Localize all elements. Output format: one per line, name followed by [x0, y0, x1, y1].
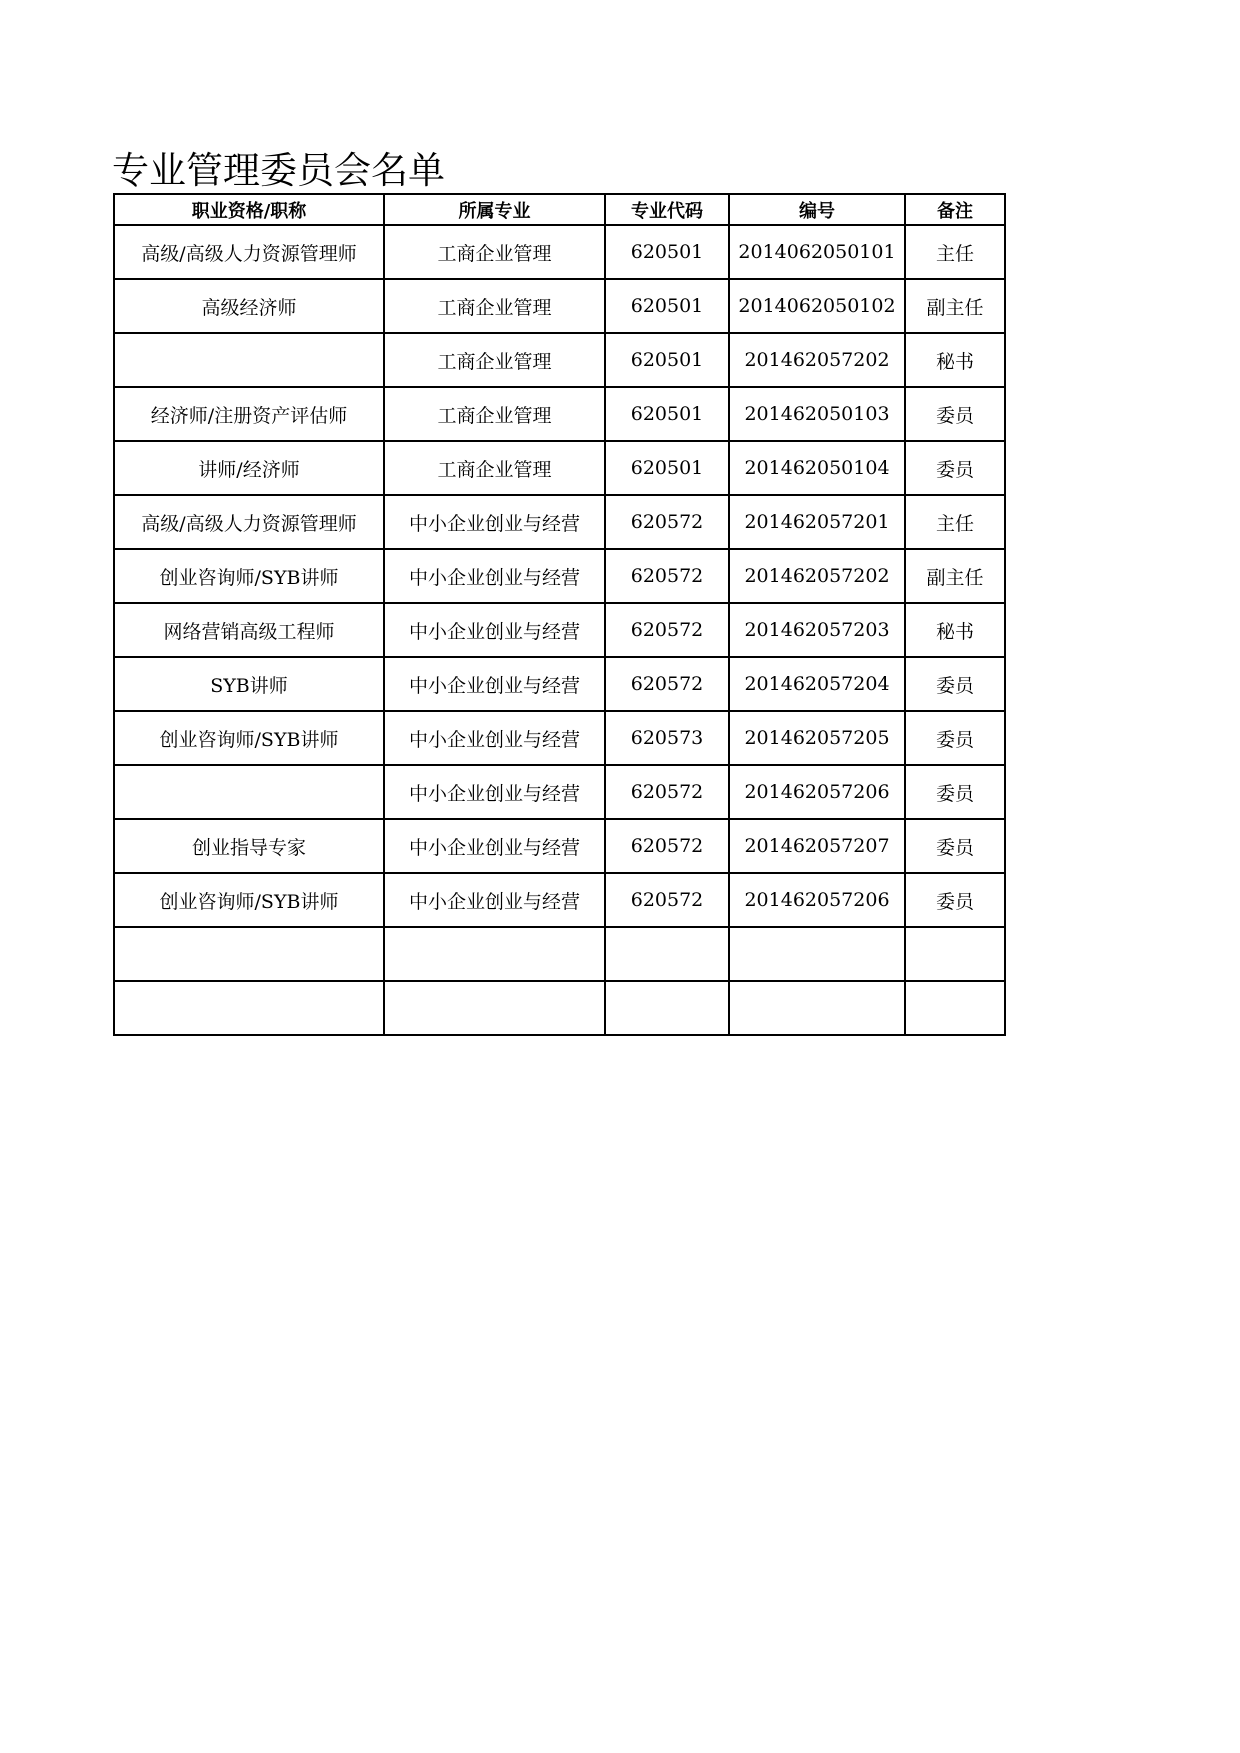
- cell-qualification: 创业咨询师/SYB讲师: [114, 549, 384, 603]
- cell-major-code: 620572: [605, 765, 729, 819]
- cell-major: 工商企业管理: [384, 225, 605, 279]
- table-row: [114, 927, 1005, 981]
- cell-major: 工商企业管理: [384, 279, 605, 333]
- cell-remark: 主任: [905, 225, 1005, 279]
- table-row: [114, 819, 1005, 873]
- cell-qualification: 创业指导专家: [114, 819, 384, 873]
- table-row: [114, 495, 1005, 549]
- cell-major: 中小企业创业与经营: [384, 495, 605, 549]
- cell-major-code: 620572: [605, 603, 729, 657]
- table-row: [114, 441, 1005, 495]
- cell-major: 中小企业创业与经营: [384, 711, 605, 765]
- cell-major-code: 620572: [605, 657, 729, 711]
- cell-qualification: 经济师/注册资产评估师: [114, 387, 384, 441]
- table-row: [114, 765, 1005, 819]
- cell-major: 中小企业创业与经营: [384, 765, 605, 819]
- cell-major-code: 620573: [605, 711, 729, 765]
- cell-number: 201462050104: [729, 441, 905, 495]
- table-row: [114, 657, 1005, 711]
- cell-number: 201462050103: [729, 387, 905, 441]
- cell-remark: 主任: [905, 495, 1005, 549]
- cell-qualification: 高级/高级人力资源管理师: [114, 495, 384, 549]
- cell-qualification: [114, 765, 384, 819]
- committee-table: [113, 193, 1006, 1036]
- cell-remark: 副主任: [905, 549, 1005, 603]
- cell-qualification: [114, 333, 384, 387]
- cell-number: 2014062050102: [729, 279, 905, 333]
- cell-qualification: 高级/高级人力资源管理师: [114, 225, 384, 279]
- cell-qualification: 高级经济师: [114, 279, 384, 333]
- header-qualification: 职业资格/职称: [114, 194, 384, 225]
- table-row: [114, 387, 1005, 441]
- cell-major: 中小企业创业与经营: [384, 603, 605, 657]
- table-row: [114, 225, 1005, 279]
- cell-number: 2014062050101: [729, 225, 905, 279]
- cell-major: 中小企业创业与经营: [384, 819, 605, 873]
- cell-remark: 委员: [905, 819, 1005, 873]
- cell-major: [384, 927, 605, 981]
- cell-major-code: [605, 927, 729, 981]
- cell-number: [729, 927, 905, 981]
- cell-major-code: 620501: [605, 279, 729, 333]
- cell-major: 工商企业管理: [384, 387, 605, 441]
- cell-major-code: 620572: [605, 495, 729, 549]
- table-row: [114, 711, 1005, 765]
- cell-remark: 副主任: [905, 279, 1005, 333]
- cell-major: 工商企业管理: [384, 441, 605, 495]
- cell-remark: 委员: [905, 765, 1005, 819]
- cell-number: 201462057202: [729, 549, 905, 603]
- cell-major-code: 620501: [605, 225, 729, 279]
- table-row: [114, 603, 1005, 657]
- cell-major: 工商企业管理: [384, 333, 605, 387]
- cell-qualification: SYB讲师: [114, 657, 384, 711]
- table-header-row: [114, 194, 1005, 225]
- cell-major-code: 620572: [605, 819, 729, 873]
- cell-remark: 秘书: [905, 333, 1005, 387]
- table-row: [114, 549, 1005, 603]
- cell-number: 201462057205: [729, 711, 905, 765]
- table-row: [114, 279, 1005, 333]
- cell-remark: 委员: [905, 441, 1005, 495]
- cell-major-code: 620572: [605, 549, 729, 603]
- cell-number: 201462057204: [729, 657, 905, 711]
- cell-remark: 委员: [905, 711, 1005, 765]
- cell-qualification: [114, 927, 384, 981]
- header-remark: 备注: [905, 194, 1005, 225]
- cell-major: 中小企业创业与经营: [384, 549, 605, 603]
- cell-major-code: 620501: [605, 333, 729, 387]
- cell-number: 201462057201: [729, 495, 905, 549]
- cell-remark: [905, 927, 1005, 981]
- cell-number: 201462057207: [729, 819, 905, 873]
- cell-number: 201462057203: [729, 603, 905, 657]
- cell-major: 中小企业创业与经营: [384, 873, 605, 927]
- table-row: [114, 981, 1005, 1035]
- cell-qualification: 网络营销高级工程师: [114, 603, 384, 657]
- cell-major-code: 620501: [605, 387, 729, 441]
- page-title: 专业管理委员会名单: [112, 149, 445, 192]
- cell-number: 201462057202: [729, 333, 905, 387]
- cell-major-code: [605, 981, 729, 1035]
- header-number: 编号: [729, 194, 905, 225]
- header-major: 所属专业: [384, 194, 605, 225]
- cell-remark: 委员: [905, 657, 1005, 711]
- cell-major-code: 620501: [605, 441, 729, 495]
- cell-number: [729, 981, 905, 1035]
- cell-remark: 委员: [905, 387, 1005, 441]
- cell-qualification: 创业咨询师/SYB讲师: [114, 873, 384, 927]
- cell-qualification: [114, 981, 384, 1035]
- table-row: [114, 333, 1005, 387]
- cell-major: 中小企业创业与经营: [384, 657, 605, 711]
- cell-number: 201462057206: [729, 765, 905, 819]
- cell-remark: 秘书: [905, 603, 1005, 657]
- header-major-code: 专业代码: [605, 194, 729, 225]
- cell-major-code: 620572: [605, 873, 729, 927]
- table-row: [114, 873, 1005, 927]
- cell-remark: [905, 981, 1005, 1035]
- cell-qualification: 讲师/经济师: [114, 441, 384, 495]
- cell-qualification: 创业咨询师/SYB讲师: [114, 711, 384, 765]
- cell-major: [384, 981, 605, 1035]
- cell-remark: 委员: [905, 873, 1005, 927]
- cell-number: 201462057206: [729, 873, 905, 927]
